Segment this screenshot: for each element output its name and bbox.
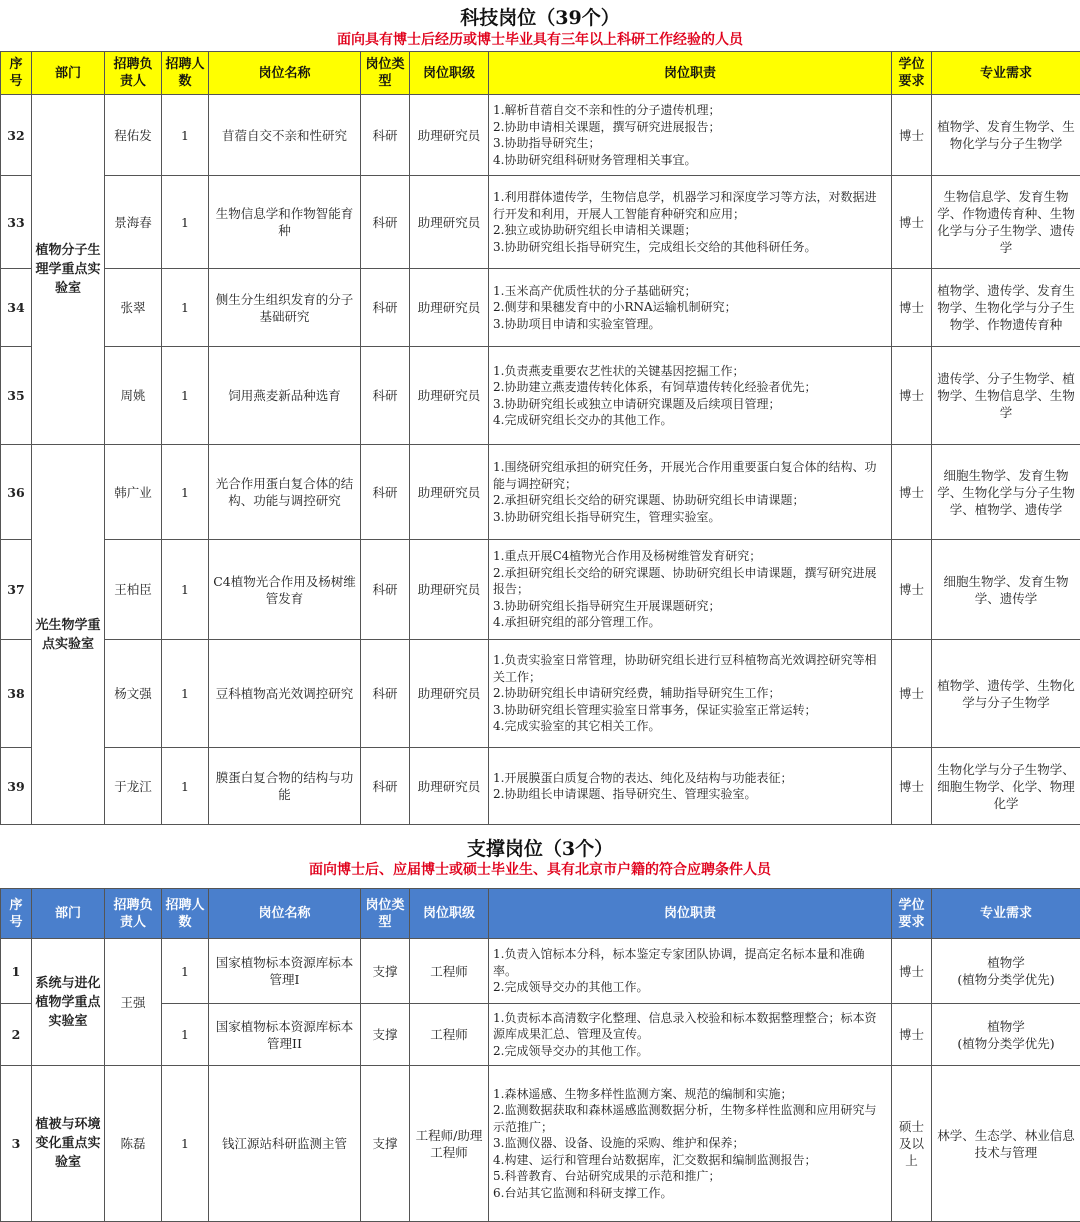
row-seq: 37 — [1, 540, 32, 640]
header-lead: 招聘负责人 — [105, 889, 162, 939]
recruiter-name: 韩广业 — [105, 445, 162, 540]
headcount: 1 — [162, 939, 209, 1004]
duty-line: 3.协助研究组长管理实验室日常事务，保证实验室正常运转； — [493, 702, 887, 719]
row-seq: 1 — [1, 939, 32, 1004]
degree-requirement: 博士 — [892, 939, 932, 1004]
table-row — [1, 540, 1080, 640]
headcount: 1 — [162, 445, 209, 540]
recruiter-name: 王柏臣 — [105, 540, 162, 640]
row-seq: 33 — [1, 176, 32, 269]
support-positions-table — [0, 888, 1080, 1222]
duty-line: 1.开展膜蛋白质复合物的表达、纯化及结构与功能表征； — [493, 770, 887, 787]
duty-line: 2.协助研究组长申请研究经费，辅助指导研究生工作； — [493, 685, 887, 702]
department-cell: 植物分子生理学重点实验室 — [32, 95, 105, 445]
header-major: 专业需求 — [932, 52, 1080, 95]
duties-cell — [489, 939, 892, 1004]
duty-line: 2.完成领导交办的其他工作。 — [493, 979, 887, 996]
headcount: 1 — [162, 540, 209, 640]
degree-requirement: 博士 — [892, 1004, 932, 1066]
table-row — [1, 347, 1080, 445]
duty-line: 1.负责燕麦重要农艺性状的关键基因挖掘工作； — [493, 363, 887, 380]
row-seq: 34 — [1, 269, 32, 347]
headcount: 1 — [162, 269, 209, 347]
duty-line: 3.协助指导研究生； — [493, 135, 887, 152]
position-name: 国家植物标本资源库标本管理I — [209, 939, 361, 1004]
row-seq: 39 — [1, 748, 32, 825]
duties-cell — [489, 540, 892, 640]
duty-line: 1.负责标本高清数字化整理、信息录入校验和标本数据整理整合；标本资源库成果汇总、管理及宣传。 — [493, 1010, 887, 1043]
duty-line: 3.协助研究组长或独立申请研究课题及后续项目管理； — [493, 396, 887, 413]
header-major: 专业需求 — [932, 889, 1080, 939]
degree-requirement: 博士 — [892, 540, 932, 640]
major-requirement: 细胞生物学、发育生物学、生物化学与分子生物学、植物学、遗传学 — [932, 445, 1080, 540]
duties-cell — [489, 640, 892, 748]
position-name: 饲用燕麦新品种选育 — [209, 347, 361, 445]
duty-line: 3.协助研究组长指导研究生，完成组长交给的其他科研任务。 — [493, 239, 887, 256]
duty-line: 1.玉米高产优质性状的分子基础研究； — [493, 283, 887, 300]
row-seq: 38 — [1, 640, 32, 748]
tech-section-subtitle: 面向具有博士后经历或博士毕业具有三年以上科研工作经验的人员 — [0, 31, 1080, 49]
degree-requirement: 博士 — [892, 95, 932, 176]
header-degree: 学位要求 — [892, 889, 932, 939]
major-requirement: 遗传学、分子生物学、植物学、生物信息学、生物学 — [932, 347, 1080, 445]
position-name: 侧生分生组织发育的分子基础研究 — [209, 269, 361, 347]
major-requirement: 植物学 (植物分类学优先) — [932, 939, 1080, 1004]
duties-cell — [489, 445, 892, 540]
duty-line: 3.协助研究组长指导研究生，管理实验室。 — [493, 509, 887, 526]
duty-line: 1.利用群体遗传学，生物信息学，机器学习和深度学习等方法，对数据进行开发和利用，开展人工智能育种研究和应用； — [493, 189, 887, 222]
header-dept: 部门 — [32, 52, 105, 95]
duties-cell — [489, 176, 892, 269]
major-requirement: 生物信息学、发育生物学、作物遗传育种、生物化学与分子生物学、遗传学 — [932, 176, 1080, 269]
duty-line: 4.协助研究组科研财务管理相关事宜。 — [493, 152, 887, 169]
header-position-type: 岗位类型 — [361, 889, 410, 939]
recruiter-name: 周姚 — [105, 347, 162, 445]
header-count: 招聘人数 — [162, 889, 209, 939]
position-level: 工程师/助理工程师 — [410, 1066, 489, 1222]
headcount: 1 — [162, 1066, 209, 1222]
position-level: 助理研究员 — [410, 540, 489, 640]
position-name: 生物信息学和作物智能育种 — [209, 176, 361, 269]
duty-line: 6.台站其它监测和科研支撑工作。 — [493, 1185, 887, 1202]
table-row — [1, 176, 1080, 269]
duties-cell — [489, 1066, 892, 1222]
headcount: 1 — [162, 95, 209, 176]
header-seq: 序号 — [1, 889, 32, 939]
duty-line: 1.重点开展C4植物光合作用及杨树维管发育研究； — [493, 548, 887, 565]
major-requirement: 林学、生态学、林业信息技术与管理 — [932, 1066, 1080, 1222]
position-level: 助理研究员 — [410, 269, 489, 347]
headcount: 1 — [162, 1004, 209, 1066]
duty-line: 1.森林遥感、生物多样性监测方案、规范的编制和实施； — [493, 1086, 887, 1103]
position-level: 助理研究员 — [410, 176, 489, 269]
position-type: 科研 — [361, 540, 410, 640]
duties-cell — [489, 748, 892, 825]
support-header-row — [1, 889, 1080, 939]
table-row — [1, 1004, 1080, 1066]
header-duties: 岗位职责 — [489, 52, 892, 95]
recruiter-name: 程佑发 — [105, 95, 162, 176]
table-row — [1, 445, 1080, 540]
degree-requirement: 博士 — [892, 269, 932, 347]
position-name: 钱江源站科研监测主管 — [209, 1066, 361, 1222]
duty-line: 2.协助组长申请课题、指导研究生、管理实验室。 — [493, 786, 887, 803]
position-name: 光合作用蛋白复合体的结构、功能与调控研究 — [209, 445, 361, 540]
duty-line: 4.承担研究组的部分管理工作。 — [493, 614, 887, 631]
duty-line: 2.承担研究组长交给的研究课题、协助研究组长申请课题，撰写研究进展报告； — [493, 565, 887, 598]
header-seq: 序号 — [1, 52, 32, 95]
header-position-name: 岗位名称 — [209, 889, 361, 939]
position-level: 助理研究员 — [410, 640, 489, 748]
table-row — [1, 95, 1080, 176]
position-level: 工程师 — [410, 939, 489, 1004]
duty-line: 4.完成研究组长交办的其他工作。 — [493, 412, 887, 429]
header-position-name: 岗位名称 — [209, 52, 361, 95]
recruiter-name: 张翠 — [105, 269, 162, 347]
duty-line: 4.完成实验室的其它相关工作。 — [493, 718, 887, 735]
duty-line: 4.构建、运行和管理台站数据库，汇交数据和编制监测报告； — [493, 1152, 887, 1169]
header-dept: 部门 — [32, 889, 105, 939]
position-level: 助理研究员 — [410, 748, 489, 825]
degree-requirement: 硕士及以上 — [892, 1066, 932, 1222]
duty-line: 2.侧芽和果穗发育中的小RNA运输机制研究； — [493, 299, 887, 316]
duty-line: 1.解析苜蓿自交不亲和性的分子遗传机理； — [493, 102, 887, 119]
table-row — [1, 640, 1080, 748]
position-name: 苜蓿自交不亲和性研究 — [209, 95, 361, 176]
duty-line: 1.负责实验室日常管理，协助研究组长进行豆科植物高光效调控研究等相关工作； — [493, 652, 887, 685]
major-requirement: 细胞生物学、发育生物学、遗传学 — [932, 540, 1080, 640]
position-type: 科研 — [361, 748, 410, 825]
degree-requirement: 博士 — [892, 176, 932, 269]
recruiter-name: 杨文强 — [105, 640, 162, 748]
row-seq: 3 — [1, 1066, 32, 1222]
headcount: 1 — [162, 176, 209, 269]
major-requirement: 植物学、遗传学、发育生物学、生物化学与分子生物学、作物遗传育种 — [932, 269, 1080, 347]
major-requirement: 植物学、遗传学、生物化学与分子生物学 — [932, 640, 1080, 748]
tech-header-row — [1, 52, 1080, 95]
row-seq: 32 — [1, 95, 32, 176]
row-seq: 35 — [1, 347, 32, 445]
position-type: 科研 — [361, 640, 410, 748]
major-requirement: 生物化学与分子生物学、细胞生物学、化学、物理化学 — [932, 748, 1080, 825]
position-level: 工程师 — [410, 1004, 489, 1066]
position-name: C4植物光合作用及杨树维管发育 — [209, 540, 361, 640]
table-row — [1, 1066, 1080, 1222]
department-cell: 光生物学重点实验室 — [32, 445, 105, 825]
position-name: 膜蛋白复合物的结构与功能 — [209, 748, 361, 825]
header-position-level: 岗位职级 — [410, 52, 489, 95]
position-type: 支撑 — [361, 939, 410, 1004]
header-position-level: 岗位职级 — [410, 889, 489, 939]
duties-cell — [489, 347, 892, 445]
header-lead: 招聘负责人 — [105, 52, 162, 95]
header-count: 招聘人数 — [162, 52, 209, 95]
duty-line: 3.协助项目申请和实验室管理。 — [493, 316, 887, 333]
duty-line: 2.协助建立燕麦遗传转化体系，有饲草遗传转化经验者优先； — [493, 379, 887, 396]
duty-line: 2.独立或协助研究组长申请相关课题； — [493, 222, 887, 239]
header-duties: 岗位职责 — [489, 889, 892, 939]
tech-positions-table — [0, 51, 1080, 825]
table-row — [1, 269, 1080, 347]
support-section-title: 支撑岗位（3个） — [0, 838, 1080, 860]
duty-line: 5.科普教育、台站研究成果的示范和推广； — [493, 1168, 887, 1185]
duty-line: 3.监测仪器、设备、设施的采购、维护和保养； — [493, 1135, 887, 1152]
duties-cell — [489, 95, 892, 176]
position-type: 科研 — [361, 445, 410, 540]
headcount: 1 — [162, 347, 209, 445]
department-cell: 系统与进化植物学重点实验室 — [32, 939, 105, 1066]
duty-line: 2.监测数据获取和森林遥感监测数据分析，生物多样性监测和应用研究与示范推广； — [493, 1102, 887, 1135]
department-cell: 植被与环境变化重点实验室 — [32, 1066, 105, 1222]
degree-requirement: 博士 — [892, 445, 932, 540]
duties-cell — [489, 269, 892, 347]
recruiter-name: 景海春 — [105, 176, 162, 269]
degree-requirement: 博士 — [892, 748, 932, 825]
major-requirement: 植物学 (植物分类学优先) — [932, 1004, 1080, 1066]
position-type: 支撑 — [361, 1066, 410, 1222]
header-degree: 学位要求 — [892, 52, 932, 95]
headcount: 1 — [162, 640, 209, 748]
table-row — [1, 748, 1080, 825]
duties-cell — [489, 1004, 892, 1066]
position-name: 豆科植物高光效调控研究 — [209, 640, 361, 748]
position-level: 助理研究员 — [410, 95, 489, 176]
major-requirement: 植物学、发育生物学、生物化学与分子生物学 — [932, 95, 1080, 176]
position-type: 科研 — [361, 176, 410, 269]
row-seq: 2 — [1, 1004, 32, 1066]
degree-requirement: 博士 — [892, 347, 932, 445]
position-type: 科研 — [361, 95, 410, 176]
duty-line: 1.围绕研究组承担的研究任务，开展光合作用重要蛋白复合体的结构、功能与调控研究； — [493, 459, 887, 492]
position-level: 助理研究员 — [410, 445, 489, 540]
position-level: 助理研究员 — [410, 347, 489, 445]
row-seq: 36 — [1, 445, 32, 540]
duty-line: 3.协助研究组长指导研究生开展课题研究； — [493, 598, 887, 615]
tech-section-title: 科技岗位（39个） — [0, 7, 1080, 29]
headcount: 1 — [162, 748, 209, 825]
duty-line: 1.负责入馆标本分科，标本鉴定专家团队协调，提高定名标本量和准确率。 — [493, 946, 887, 979]
duty-line: 2.完成领导交办的其他工作。 — [493, 1043, 887, 1060]
degree-requirement: 博士 — [892, 640, 932, 748]
position-type: 支撑 — [361, 1004, 410, 1066]
position-type: 科研 — [361, 269, 410, 347]
support-section-subtitle: 面向博士后、应届博士或硕士毕业生、具有北京市户籍的符合应聘条件人员 — [0, 861, 1080, 879]
recruiter-name: 于龙江 — [105, 748, 162, 825]
duty-line: 2.承担研究组长交给的研究课题、协助研究组长申请课题； — [493, 492, 887, 509]
position-type: 科研 — [361, 347, 410, 445]
position-name: 国家植物标本资源库标本管理II — [209, 1004, 361, 1066]
duty-line: 2.协助申请相关课题，撰写研究进展报告； — [493, 119, 887, 136]
table-row — [1, 939, 1080, 1004]
recruiter-name: 陈磊 — [105, 1066, 162, 1222]
header-position-type: 岗位类型 — [361, 52, 410, 95]
recruiter-name: 王强 — [105, 939, 162, 1066]
